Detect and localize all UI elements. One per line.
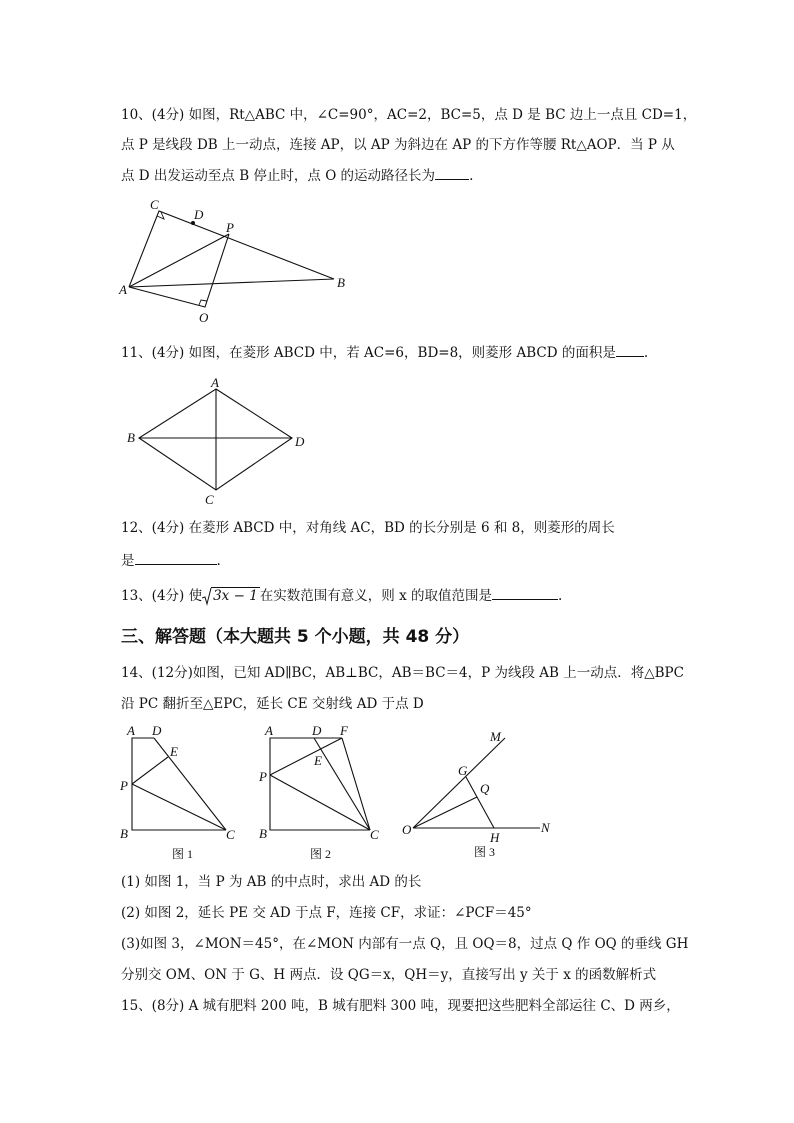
q13-answer-blank xyxy=(492,586,558,600)
fig1-label-a: A xyxy=(127,723,135,738)
fig3-label-g: G xyxy=(458,763,468,778)
fig3-label-h: H xyxy=(490,830,500,845)
fig2-label-e: E xyxy=(314,753,322,768)
fig2-label-p: P xyxy=(259,769,267,784)
q11-figure xyxy=(120,372,320,512)
q10-line1: 10、(4分) 如图，Rt△ABC 中，∠C=90°，AC=2，BC=5，点 D 是 BC 边上一点且 CD=1， xyxy=(121,107,697,123)
fig1-line-pe xyxy=(132,757,168,784)
q13-radicand: 3x − 1 xyxy=(213,588,258,604)
q11-line1 xyxy=(121,343,648,362)
q10-answer-blank xyxy=(435,166,469,180)
fig1-label-d: D xyxy=(152,723,162,738)
q14-line1: 14、(12分)如图，已知 AD∥BC，AB⊥BC，AB＝BC＝4，P 为线段 AB 上一动点．将△BPC xyxy=(121,665,684,681)
fig2-label-b: B xyxy=(259,826,267,841)
q11-answer-blank xyxy=(616,343,644,357)
label-a: A xyxy=(119,282,127,297)
q12-line1: 12、(4分) 在菱形 ABCD 中，对角线 AC，BD 的长分别是 6 和 8，则菱形的周长 xyxy=(121,520,615,536)
fig2-label-d: D xyxy=(312,723,322,738)
fig2-line-dc xyxy=(314,738,370,830)
fig1-line-pc xyxy=(132,784,226,830)
q13-radical xyxy=(202,587,260,605)
fig1-label-b: B xyxy=(120,826,128,841)
fig3-label-q: Q xyxy=(480,781,490,796)
label-b: B xyxy=(337,275,345,290)
q12-line2 xyxy=(121,551,221,570)
fig2-line-fc xyxy=(342,738,370,830)
fig3-label-m: M xyxy=(490,729,501,744)
fig2-line-pc xyxy=(270,775,370,830)
q14-line2: 沿 PC 翻折至△EPC，延长 CE 交射线 AD 于点 D xyxy=(121,696,424,712)
q11-line1-end: . xyxy=(643,345,649,361)
q13-end: . xyxy=(557,588,563,604)
fig3-label-n: N xyxy=(541,820,550,835)
label-o: O xyxy=(199,310,209,325)
fig3-line-oq xyxy=(413,797,477,828)
q14-figure-2 xyxy=(255,720,390,865)
fig3-caption: 图 3 xyxy=(474,845,496,859)
sqrt-symbol xyxy=(202,588,212,606)
q14-figure-1 xyxy=(115,720,245,865)
fig2-line-pf xyxy=(270,738,342,775)
q14-part3-line1: (3)如图 3，∠MON＝45°，在∠MON 内部有一点 Q，且 OQ＝8，过点 Q 作 OQ 的垂线 GH xyxy=(121,936,689,952)
fig1-line-dc xyxy=(154,738,226,830)
q10-line3-text: 点 D 出发运动至点 B 停止时，点 O 的运动路径长为 xyxy=(121,168,436,184)
q15-line1: 15、(8分) A 城有肥料 200 吨，B 城有肥料 300 吨，现要把这些肥料全部运往 C、D 两乡， xyxy=(121,998,680,1014)
q10-figure xyxy=(110,192,360,332)
q10-line3-end: . xyxy=(469,168,474,184)
label-b: B xyxy=(127,430,135,445)
q14-part1: (1) 如图 1，当 P 为 AB 的中点时，求出 AD 的长 xyxy=(121,874,422,890)
fig1-caption: 图 1 xyxy=(172,847,194,861)
q12-line2-text: 是 xyxy=(121,553,135,569)
q12-line2-end: . xyxy=(216,553,221,569)
q14-part3-line2: 分别交 OM、ON 于 G、H 两点．设 QG＝x，QH＝y，直接写出 y 关于 x 的函数解析式 xyxy=(121,967,657,983)
label-d: D xyxy=(295,434,305,449)
fig2-label-f: F xyxy=(340,723,348,738)
q13-prefix: 13、(4分) 使 xyxy=(121,588,203,604)
q14-figure-3 xyxy=(395,722,565,862)
triangle-aop xyxy=(129,234,229,307)
label-c: C xyxy=(150,197,159,212)
label-d: D xyxy=(194,207,204,222)
label-c: C xyxy=(205,492,214,507)
fig1-label-e: E xyxy=(170,744,178,759)
fig2-square-sides xyxy=(270,738,370,830)
q14-part2: (2) 如图 2，延长 PE 交 AD 于点 F，连接 CF，求证：∠PCF＝45° xyxy=(121,905,532,921)
fig1-label-p: P xyxy=(120,778,128,793)
fig1-square-sides xyxy=(132,738,226,830)
q10-line2: 点 P 是线段 DB 上一动点，连接 AP，以 AP 为斜边在 AP 的下方作等腰 Rt△AOP．当 P 从 xyxy=(121,137,675,153)
fig2-label-c: C xyxy=(370,827,379,842)
q13-suffix: 在实数范围有意义，则 x 的取值范围是 xyxy=(259,588,492,604)
q11-line1-text: 11、(4分) 如图，在菱形 ABCD 中，若 AC=6，BD=8，则菱形 ABCD 的面积是 xyxy=(121,345,616,361)
label-a: A xyxy=(211,375,219,390)
fig1-label-c: C xyxy=(226,827,235,842)
q13-line xyxy=(121,586,562,605)
q10-line3 xyxy=(121,166,473,185)
label-p: P xyxy=(226,220,234,235)
fig3-ray-om xyxy=(413,738,505,828)
fig2-caption: 图 2 xyxy=(310,847,332,861)
fig2-label-a: A xyxy=(265,723,273,738)
fig3-label-o: O xyxy=(402,822,412,837)
section-heading: 三、解答题（本大题共 5 个小题，共 48 分） xyxy=(121,627,470,647)
q12-answer-blank xyxy=(135,551,217,565)
